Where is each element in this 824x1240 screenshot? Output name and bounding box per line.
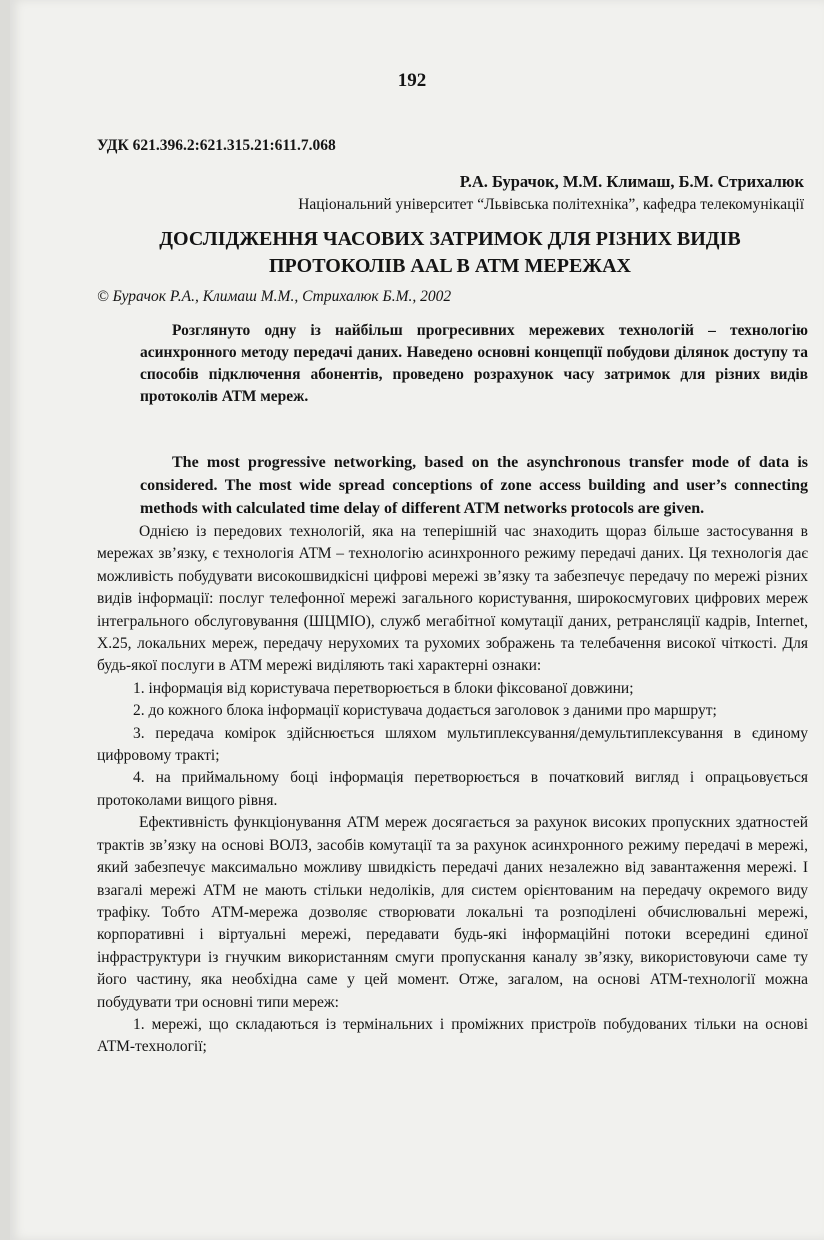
affiliation: Національний університет “Львівська політехніка”, кафедра телекомунікації (298, 196, 804, 213)
list-item: 2. до кожного блока інформації користувача додається заголовок з даними про маршрут; (133, 702, 717, 720)
paragraph-intro: Однією із передових технологій, яка на теперішній час знаходить щораз більше застосування в мережах зв’язку, є технологія АТМ – технологію асинхронного режиму передачі даних. Ця технологія дає можливість побудувати високошвидкісні цифрові мережі зв’язку та забезпечує передачу по мережі різних видів інформації: послуг телефонної мережі загального користування, широкосмугових цифрових мереж інтегрального обслуговування (ШЦМІО), служб мегабітної комутації даних, ретрансляції кадрів, Internet, X.25, локальних мереж, передачу нерухомих та рухомих зображень та телебачення високої чіткості. Для будь-якої послуги в АТМ мережі виділяють такі характерні ознаки: (97, 523, 808, 675)
list-item: 3. передача комірок здійснюється шляхом мультиплексування/демультиплексування в єдиному цифровому тракті; (97, 724, 808, 765)
paragraph-efficiency: Ефективність функціонування АТМ мереж досягається за рахунок високих пропускних здатностей трактів зв’язку на основі ВОЛЗ, засобів комутації та за рахунок асинхронного режиму передачі в мережі, який забезпечує максимально можливу швидкість передачі даних незалежно від завантаження мережі. І взагалі мережі АТМ не мають стільки недоліків, для систем орієнтованим на передачу окремого виду трафіку. Тобто АТМ-мережа дозволяє створювати локальні та розподілені обчислювальні мережі, корпоративні і віртуальні мережі, передавати будь-які інформаційні потоки всередині єдиної інфраструктури із гнучким використанням смуги пропускання каналу зв’язку, використовуючи саме ту його частину, яка необхідна саме у цей момент. Отже, загалом, на основі АТМ-технології можна побудувати три основні типи мереж: (97, 814, 808, 1011)
abstract-english: The most progressive networking, based on the asynchronous transfer mode of data is considered. The most wide spread conceptions of zone access building and user’s connecting methods with calculated time delay of different ATM networks protocols are given. (140, 454, 808, 517)
paper-title (60, 226, 824, 280)
list-item: 1. мережі, що складаються із термінальних і проміжних пристроїв побудованих тільки на основі АТМ-технології; (97, 1015, 808, 1056)
title-line-1: ДОСЛІДЖЕННЯ ЧАСОВИХ ЗАТРИМОК ДЛЯ РІЗНИХ ВИДІВ (159, 228, 741, 250)
list-item: 4. на приймальному боці інформація перетворюється в початковий вигляд і опрацьовується протоколами вищого рівня. (97, 769, 808, 809)
body-text (97, 521, 808, 1059)
udk-code: УДК 621.396.2:621.315.21:611.7.068 (97, 137, 336, 154)
page-number: 192 (397, 70, 427, 91)
abstract-ukrainian: Розглянуто одну із найбільш прогресивних мережевих технологій – технологію асинхронного методу передачі даних. Наведено основні концепції побудови ділянок доступу та способів підключення абонентів, проведено розрахунок часу затримок для різних видів протоколів АТМ мереж. (140, 322, 808, 405)
authors: Р.А. Бурачок, М.М. Климаш, Б.М. Стрихалюк (459, 172, 804, 191)
list-item: 1. інформація від користувача перетворюється в блоки фіксованої довжини; (133, 679, 634, 697)
title-line-2: ПРОТОКОЛІВ AAL В АТМ МЕРЕЖАХ (269, 255, 631, 277)
copyright-line: © Бурачок Р.А., Климаш М.М., Стрихалюк Б.М., 2002 (97, 288, 452, 305)
